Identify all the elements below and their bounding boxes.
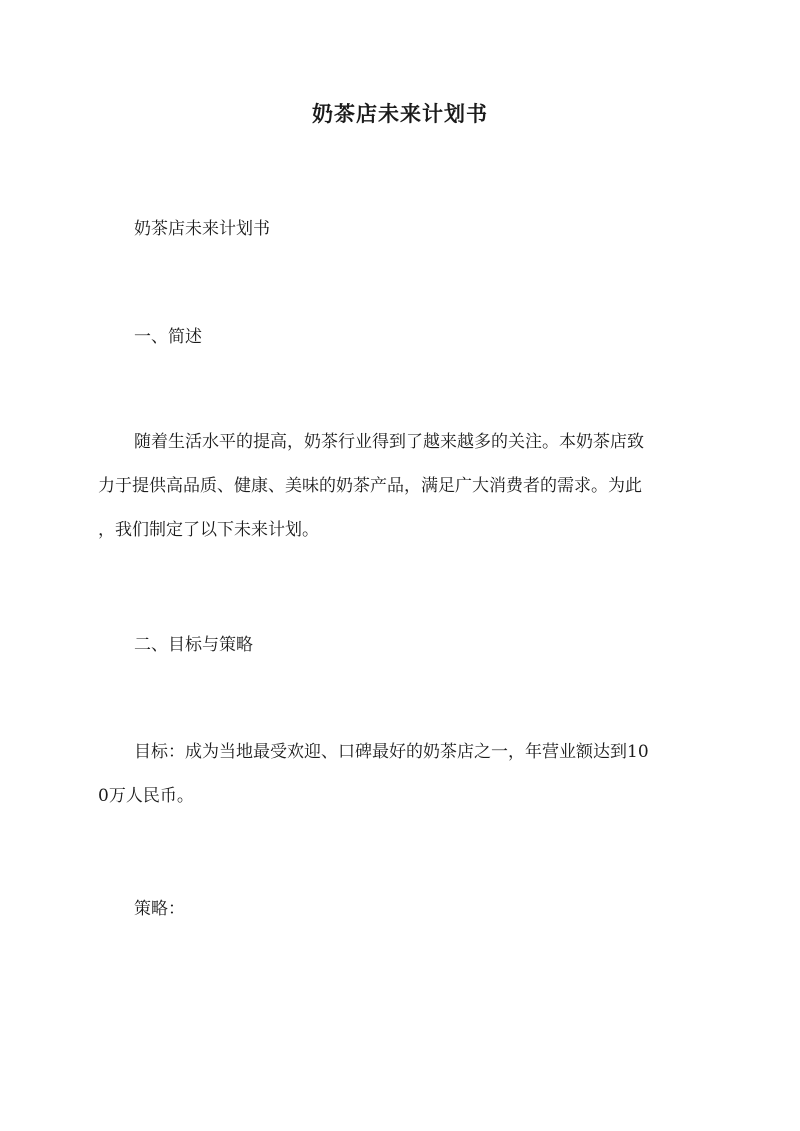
strategy-label: 策略： bbox=[134, 899, 185, 919]
goal-paragraph bbox=[98, 730, 698, 818]
overview-paragraph bbox=[98, 420, 698, 552]
document-subtitle: 奶茶店未来计划书 bbox=[134, 219, 270, 239]
paragraph-line: 力于提供高品质、健康、美味的奶茶产品，满足广大消费者的需求。为此 bbox=[98, 476, 642, 496]
paragraph-line: 目标：成为当地最受欢迎、口碑最好的奶茶店之一，年营业额达到10 bbox=[134, 742, 649, 762]
section-heading-overview: 一、简述 bbox=[134, 327, 202, 347]
paragraph-line: 随着生活水平的提高，奶茶行业得到了越来越多的关注。本奶茶店致 bbox=[134, 432, 644, 452]
paragraph-line: ，我们制定了以下未来计划。 bbox=[98, 520, 319, 540]
section-heading-goals-strategy: 二、目标与策略 bbox=[134, 635, 253, 655]
document-title: 奶茶店未来计划书 bbox=[312, 101, 488, 126]
paragraph-line: 0万人民币。 bbox=[98, 786, 194, 806]
